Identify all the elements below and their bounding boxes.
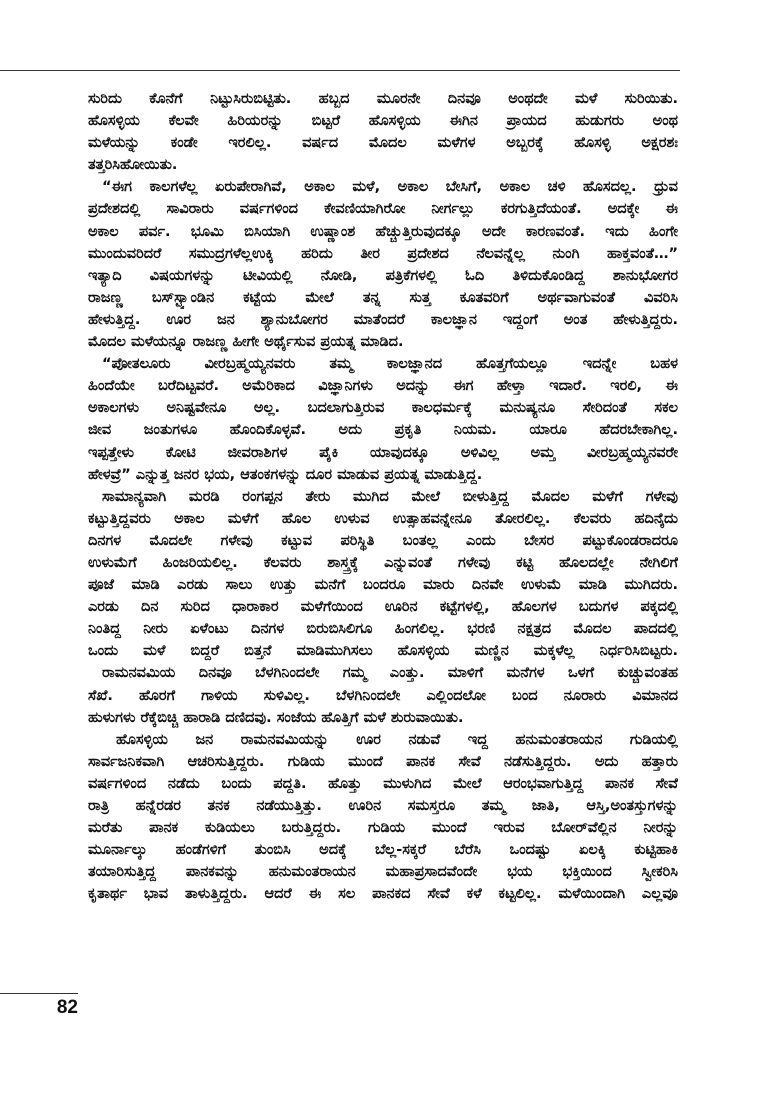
- text-line: ತತ್ತರಿಸಿಹೋಯಿತು.: [88, 157, 178, 174]
- text-line: ಇಪ್ಪತ್ತೇಳು ಕೋಟಿ ಜೀವರಾಶಿಗಳ ಪೈಕಿ ಯಾವುದಕ್ಕೂ ಅಳಿವಿಲ್ಲ ಅಮ್ತ ವೀರಬ್ರಹ್ಮಯ್ಯನವರೇ: [88, 444, 678, 461]
- page-number: 82: [56, 997, 78, 1018]
- text-line: ಕಟ್ಟುತ್ತಿದ್ದವರು ಅಕಾಲ ಮಳೆಗೆ ಹೊಲ ಉಳುವ ಉತ್ಸಾಹವನ್ನೇನೂ ತೋರಲಿಲ್ಲ. ಕೆಲವರು ಹದಿನೈದು: [88, 510, 678, 527]
- text-line: ಮರೆತು ಪಾನಕ ಕುಡಿಯಲು ಬರುತ್ತಿದ್ದರು. ಗುಡಿಯ ಮುಂದೆ ಇರುವ ಬೋರ್‌ವೆಲ್ಲಿನ ನೀರನ್ನು: [88, 820, 678, 837]
- text-line: ಹುಳುಗಳು ರೆಕ್ಕೆಬಿಚ್ಚಿ ಹಾರಾಡಿ ದಣಿದವು. ಸಂಜೆಯ ಹೊತ್ತಿಗೆ ಮಳೆ ಶುರುವಾಯಿತು.: [88, 709, 464, 726]
- text-line: ಸಾರ್ವಜನಿಕವಾಗಿ ಆಚರಿಸುತ್ತಿದ್ದರು. ಗುಡಿಯ ಮುಂದೆ ಪಾನಕ ಸೇವೆ ನಡೆಸುತ್ತಿದ್ದರು. ಅದು ಹತ್ತಾರು: [88, 753, 678, 770]
- text-line: ಸುರಿದು ಕೊನೆಗೆ ನಿಟ್ಟುಸಿರುಬಿಟ್ಟಿತು. ಹಬ್ಬದ ಮೂರನೇ ದಿನವೂ ಅಂಥದೇ ಮಳೆ ಸುರಿಯಿತು.: [88, 91, 678, 107]
- text-line: ಪ್ರದೇಶದಲ್ಲಿ ಸಾವಿರಾರು ವರ್ಷಗಳಿಂದ ಕೇವಣಿಯಾಗಿರೋ ನೀರ್ಗಲ್ಲು ಕರಗುತ್ತಿದೆಯಂತೆ. ಅದಕ್ಕೇ ಈ: [88, 201, 678, 218]
- text-line: ಹೇಳುತ್ತಿದ್ದ. ಊರ ಜನ ಶ್ಯಾನುಬೋಗರ ಮಾತೆಂದರೆ ಕಾಲಜ್ಞಾನ ಇದ್ದಂಗೆ ಅಂತ ಹೇಳುತ್ತಿದ್ದರು.: [88, 311, 678, 328]
- text-line: “ಈಗ ಕಾಲಗಳೆಲ್ಲ ಏರುಪೇರಾಗಿವೆ, ಅಕಾಲ ಮಳೆ, ಅಕಾಲ ಬೇಸಿಗೆ, ಅಕಾಲ ಚಳಿ ಹೊಸದಲ್ಲ. ಧ್ರುವ: [102, 179, 678, 196]
- text-line: ರಾಜಣ್ಣ ಬಸ್‌ಸ್ಟ್ಯಾಂಡಿನ ಕಟ್ಟೆಯ ಮೇಲೆ ತನ್ನ ಸುತ್ತ ಕೂತವರಿಗೆ ಅರ್ಥವಾಗುವಂತೆ ವಿವರಿಸಿ: [88, 289, 678, 306]
- text-line: ವರ್ಷಗಳಿಂದ ನಡೆದು ಬಂದು ಪದ್ದತಿ. ಹೊತ್ತು ಮುಳುಗಿದ ಮೇಲೆ ಆರಂಭವಾಗುತ್ತಿದ್ದ ಪಾನಕ ಸೇವೆ: [88, 775, 678, 792]
- text-line: ಮುಂದುವರಿದರೆ ಸಮುದ್ರಗಳೆಲ್ಲಉಕ್ಕಿ ಹರಿದು ತೀರ ಪ್ರದೇಶದ ನೆಲವನ್ನೆಲ್ಲ ನುಂಗಿ ಹಾಕ್ತವಂತೆ…”: [88, 245, 678, 262]
- text-line: ಹೊಸಳ್ಳಿಯ ಜನ ರಾಮನವಮಿಯನ್ನು ಊರ ನಡುವೆ ಇದ್ದ ಹನುಮಂತರಾಯನ ಗುಡಿಯಲ್ಲಿ: [116, 731, 678, 748]
- text-line: ಉಳುಮೆಗೆ ಹಿಂಜರಿಯಲಿಲ್ಲ. ಕೆಲವರು ಶಾಸ್ತ್ರಕ್ಕೆ ಎನ್ನುವಂತೆ ಗಳೇವು ಕಟ್ಟಿ ಹೊಲದಲ್ಲೇ ನೇಗಿಲಿಗೆ: [88, 554, 678, 571]
- text-line: ಸಾಮಾನ್ಯವಾಗಿ ಮರಡಿ ರಂಗಪ್ಪನ ತೇರು ಮುಗಿದ ಮೇಲೆ ಬೀಳುತ್ತಿದ್ದ ಮೊದಲ ಮಳೆಗೆ ಗಳೇವು: [102, 488, 678, 505]
- text-line: ತಯಾರಿಸುತ್ತಿದ್ದ ಪಾನಕವನ್ನು ಹನುಮಂತರಾಯನ ಮಹಾಪ್ರಸಾದವೆಂದೇ ಭಯ ಭಕ್ತಿಯಿಂದ ಸ್ವೀಕರಿಸಿ: [88, 864, 678, 881]
- text-line: ಮೊದಲ ಮಳೆಯನ್ನೂ ರಾಜಣ್ಣ ಹೀಗೇ ಅರ್ಥೈಸುವ ಪ್ರಯತ್ನ ಮಾಡಿದ.: [88, 334, 404, 351]
- text-line: ಸೆಖೆ. ಹೊರಗೆ ಗಾಳಿಯ ಸುಳಿವಿಲ್ಲ. ಬೆಳಗಿನಿಂದಲೇ ಎಲ್ಲಿಂದಲೋ ಬಂದ ನೂರಾರು ವಿಮಾನದ: [88, 687, 678, 704]
- text-line: “ಪೋತಲೂರು ವೀರಬ್ರಹ್ಮಯ್ಯನವರು ತಮ್ಮ ಕಾಲಜ್ಞಾನದ ಹೊತ್ತಗೆಯಲ್ಲೂ ಇದನ್ನೇ ಬಹಳ: [102, 356, 678, 373]
- text-line: ಅಕಾಲ ಪರ್ವ. ಭೂಮಿ ಬಿಸಿಯಾಗಿ ಉಷ್ಣಾಂಶ ಹೆಚ್ಚುತ್ತಿರುವುದಕ್ಕೂ ಅದೇ ಕಾರಣವಂತೆ. ಇದು ಹಿಂಗೇ: [88, 223, 678, 240]
- footer-rule: [0, 993, 78, 994]
- text-line: ರಾಮನವಮಿಯ ದಿನವೂ ಬೆಳಗಿನಿಂದಲೇ ಗಮ್ಮ ಎಂತ್ತು. ಮಾಳಿಗೆ ಮನೆಗಳ ಒಳಗೆ ಕುಚ್ಚುವಂತಹ: [102, 665, 678, 682]
- text-line: ಇತ್ಯಾದಿ ವಿಷಯಗಳನ್ನು ಟೀವಿಯಲ್ಲಿ ನೋಡಿ, ಪತ್ರಿಕೆಗಳಲ್ಲಿ ಓದಿ ತಿಳಿದುಕೊಂಡಿದ್ದ ಶಾನುಭೋಗರ: [88, 267, 678, 284]
- text-line: ಮೂರ್ನಾಲ್ಕು ಹಂಡೆಗಳಿಗೆ ತುಂಬಿಸಿ ಅದಕ್ಕೆ ಬೆಲ್ಲ-ಸಕ್ಕರೆ ಬೆರೆಸಿ ಒಂದಷ್ಟು ಏಲಕ್ಕಿ ಕುಟ್ಟಿಹಾಕಿ: [88, 842, 678, 859]
- text-line: ಒಂದು ಮಳೆ ಬಿದ್ದರೆ ಬಿತ್ತನೆ ಮಾಡಿಮುಗಿಸಲು ಹೊಸಳ್ಳಿಯ ಮಣ್ಣಿನ ಮಕ್ಕಳೆಲ್ಲ ನಿರ್ಧರಿಸಿಬಿಟ್ಟರು.: [88, 643, 678, 660]
- text-line: ದಿನಗಳ ಮೊದಲೇ ಗಳೇವು ಕಟ್ಟುವ ಪರಿಸ್ಥಿತಿ ಬಂತಲ್ಲ ಎಂದು ಬೇಸರ ಪಟ್ಟುಕೊಂಡರಾದರೂ: [88, 532, 678, 549]
- text-line: ಎರಡು ದಿನ ಸುರಿದ ಧಾರಾಕಾರ ಮಳೆಗೆಯಿಂದ ಊರಿನ ಕಟ್ಟೆಗಳಲ್ಲಿ, ಹೊಲಗಳ ಬದುಗಳ ಪಕ್ಕದಲ್ಲಿ: [88, 599, 678, 616]
- header-rule: [0, 70, 680, 71]
- text-line: ಪೂಜೆ ಮಾಡಿ ಎರಡು ಸಾಲು ಉತ್ತು ಮನೆಗೆ ಬಂದರೂ ಮಾರು ದಿನವೇ ಉಳುಮೆ ಮಾಡಿ ಮುಗಿದರು.: [88, 577, 678, 594]
- text-line: ಹೇಳವ್ರೆ” ಎನ್ನುತ್ತ ಜನರ ಭಯ, ಆತಂಕಗಳನ್ನು ದೂರ ಮಾಡುವ ಪ್ರಯತ್ನ ಮಾಡುತ್ತಿದ್ದ.: [88, 466, 483, 483]
- text-line: ರಾತ್ರಿ ಹನ್ನೆರಡರ ತನಕ ನಡೆಯುತ್ತಿತ್ತು. ಊರಿನ ಸಮಸ್ತರೂ ತಮ್ಮ ಜಾತಿ, ಆಸ್ತಿ,ಅಂತಸ್ತುಗಳನ್ನು: [88, 798, 678, 814]
- text-line: ಜೀವ ಜಂತುಗಳೂ ಹೊಂದಿಕೊಳ್ಳವೆ. ಅದು ಪ್ರಕೃತಿ ನಿಯಮ. ಯಾರೂ ಹೆದರಬೇಕಾಗಿಲ್ಲ.: [88, 422, 678, 439]
- text-line: ಕೃತಾರ್ಥ ಭಾವ ತಾಳುತ್ತಿದ್ದರು. ಆದರೆ ಈ ಸಲ ಪಾನಕದ ಸೇವೆ ಕಳೆ ಕಟ್ಟಲಿಲ್ಲ. ಮಳೆಯಿಂದಾಗಿ ಎಲ್ಲವೂ: [88, 886, 678, 903]
- text-line: ಮಳೆಯನ್ನು ಕಂಡೇ ಇರಲಿಲ್ಲ. ವರ್ಷದ ಮೊದಲ ಮಳೆಗಳ ಅಬ್ಬರಕ್ಕೆ ಹೊಸಳ್ಳಿ ಅಕ್ಷರಶಃ: [88, 135, 678, 152]
- text-line: ಅಕಾಲಗಳು ಅನಿಷ್ಟವೇನೂ ಅಲ್ಲ. ಬದಲಾಗುತ್ತಿರುವ ಕಾಲಧರ್ಮಕ್ಕೆ ಮನುಷ್ಯನೂ ಸೇರಿದಂತೆ ಸಕಲ: [88, 400, 678, 417]
- text-line: ಹೊಸಳ್ಳಿಯ ಕೆಲವೇ ಹಿರಿಯರನ್ನು ಬಿಟ್ಟರೆ ಹೊಸಳ್ಳಿಯ ಈಗಿನ ಪ್ರಾಯದ ಹುಡುಗರು ಅಂಥ: [88, 113, 678, 130]
- body-text: [88, 88, 678, 905]
- text-line: ಹಿಂದೆಯೇ ಬರೆದಿಟ್ಟವರೆ. ಅಮೆರಿಕಾದ ವಿಜ್ಞಾನಿಗಳು ಅದನ್ನು ಈಗ ಹೇಳ್ತಾ ಇದಾರೆ. ಇರಲಿ, ಈ: [88, 378, 678, 395]
- text-line: ನಿಂತಿದ್ದ ನೀರು ಏಳೆಂಟು ದಿನಗಳ ಬಿರುಬಿಸಿಲಿಗೂ ಹಿಂಗಲಿಲ್ಲ. ಭರಣಿ ನಕ್ಷತ್ರದ ಮೊದಲ ಪಾದದಲ್ಲಿ: [88, 621, 678, 638]
